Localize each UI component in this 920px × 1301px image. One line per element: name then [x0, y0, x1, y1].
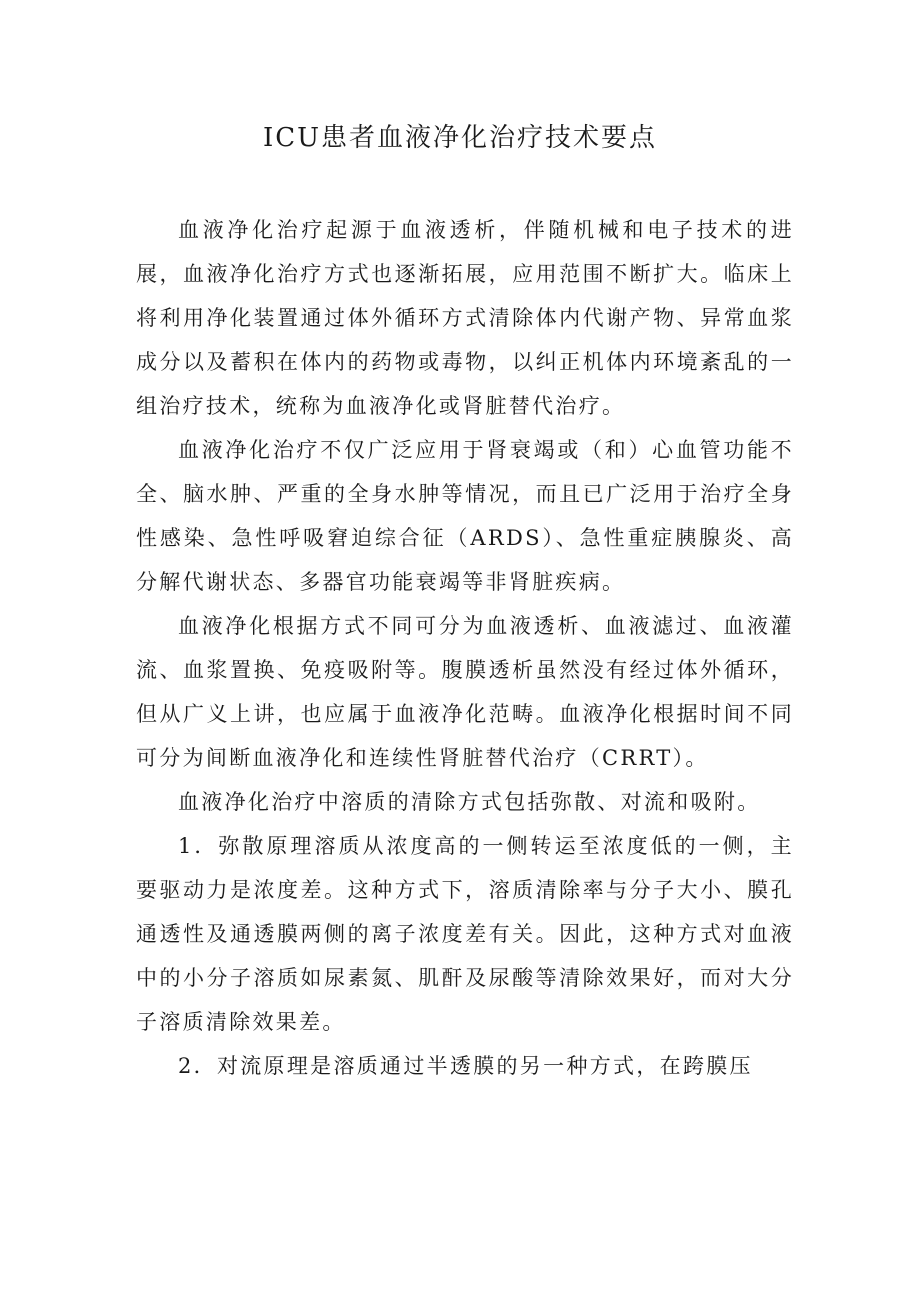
document-body — [136, 208, 794, 1088]
paragraph-intro: 血液净化治疗起源于血液透析，伴随机械和电子技术的进展，血液净化治疗方式也逐渐拓展，应用范围不断扩大。临床上将利用净化装置通过体外循环方式清除体内代谢产物、异常血浆成分以及蓄积在体内的药物或毒物，以纠正机体内环境紊乱的一组治疗技术，统称为血液净化或肾脏替代治疗。 — [136, 218, 794, 418]
paragraph-clearance-methods: 血液净化治疗中溶质的清除方式包括弥散、对流和吸附。 — [178, 790, 761, 814]
paragraph-classification: 血液净化根据方式不同可分为血液透析、血液滤过、血液灌流、血浆置换、免疫吸附等。腹膜透析虽然没有经过体外循环，但从广义上讲，也应属于血液净化范畴。血液净化根据时间不同可分为间断血液净化和连续性肾脏替代治疗（CRRT）。 — [136, 614, 794, 770]
paragraph-convection: 2．对流原理是溶质通过半透膜的另一种方式，在跨膜压 — [178, 1054, 753, 1078]
paragraph-applications: 血液净化治疗不仅广泛应用于肾衰竭或（和）心血管功能不全、脑水肿、严重的全身水肿等情况，而且已广泛用于治疗全身性感染、急性呼吸窘迫综合征（ARDS）、急性重症胰腺炎、高分解代谢状态、多器官功能衰竭等非肾脏疾病。 — [136, 438, 794, 594]
paragraph-diffusion: 1．弥散原理溶质从浓度高的一侧转运至浓度低的一侧，主要驱动力是浓度差。这种方式下，溶质清除率与分子大小、膜孔通透性及通透膜两侧的离子浓度差有关。因此，这种方式对血液中的小分子溶质如尿素氮、肌酐及尿酸等清除效果好，而对大分子溶质清除效果差。 — [136, 834, 794, 1034]
document-title: ICU患者血液净化治疗技术要点 — [262, 123, 658, 153]
